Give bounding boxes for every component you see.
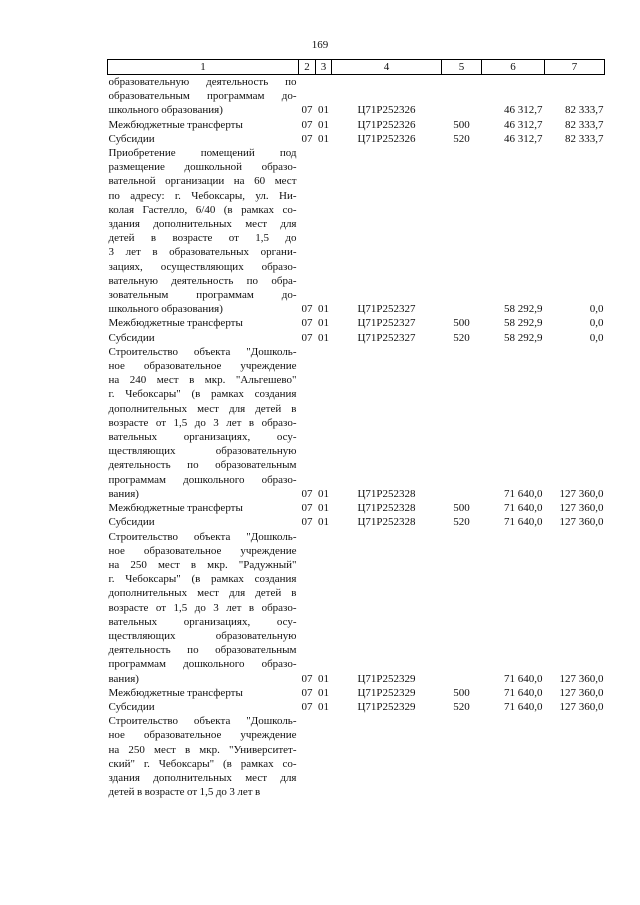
row-name-line: программам дошкольного образо- [108,473,297,486]
row-name-line: Субсидии [108,700,155,713]
row-name-line: школьного образования) [108,104,223,117]
row-name-line: Межбюджетные трансферты [108,317,243,330]
section-code: 07 [301,487,313,500]
target-article-code: Ц71P252329 [357,672,416,685]
row-name-line: возрасте от 1,5 до 3 лет в образо- [108,416,297,429]
amount-year-2: 127 360,0 [559,700,604,713]
table-body [108,75,605,800]
header-col-3: 3 [316,60,332,75]
subsection-code [316,714,332,799]
row-name-line: вательную деятельность по обра- [108,274,297,287]
row-name-line: по адресу: г. Чебоксары, ул. Ни- [108,189,297,202]
table-row [108,714,605,799]
table-row [108,75,605,118]
amount-year-1 [482,714,545,799]
amount-year-1: 46 312,7 [504,118,543,131]
subsection-code: 01 [318,516,329,529]
target-article-code: Ц71P252329 [357,700,416,713]
row-name-line: 3 лет в образовательных органи- [108,246,297,259]
expense-type-code: 500 [453,118,470,131]
subsection-code: 01 [318,502,329,515]
section-code: 07 [301,331,313,344]
expense-type-code: 520 [453,132,470,145]
amount-year-2: 0,0 [589,331,604,344]
amount-year-1: 58 292,9 [504,303,543,316]
target-article-code: Ц71P252328 [357,502,416,515]
amount-year-1: 71 640,0 [504,502,543,515]
row-name-line: детей в возрасте от 1,5 до 3 лет в [108,786,261,799]
amount-year-2: 0,0 [589,303,604,316]
target-article-code: Ц71P252326 [357,104,416,117]
target-article-code: Ц71P252326 [357,132,416,145]
page-number: 169 [311,39,329,51]
row-name [108,75,299,118]
row-name-line: на 250 мест в мкр. "Радужный" [108,558,297,571]
target-article-code: Ц71P252326 [357,118,416,131]
row-name-line: возрасте от 1,5 до 3 лет в образо- [108,601,297,614]
section-code: 07 [301,104,313,117]
row-name-line: Межбюджетные трансферты [108,686,243,699]
subsection-code: 01 [318,686,329,699]
amount-year-1: 58 292,9 [504,317,543,330]
table-row [108,515,605,529]
row-name-line: вания) [108,487,139,500]
section-code: 07 [301,132,313,145]
target-article-code: Ц71P252327 [357,303,416,316]
section-code: 07 [301,303,313,316]
subsection-code: 01 [318,700,329,713]
table-row [108,146,605,316]
subsection-code: 01 [318,331,329,344]
header-row [108,60,605,75]
table-row [108,118,605,132]
row-name-line: зациях, осуществляющих образо- [108,260,297,273]
table-row [108,132,605,146]
subsection-code: 01 [318,303,329,316]
subsection-code: 01 [318,104,329,117]
table-row [108,530,605,686]
row-name [108,316,299,330]
target-article-code: Ц71P252328 [357,487,416,500]
amount-year-2: 127 360,0 [559,516,604,529]
row-name [108,714,299,799]
amount-year-1: 71 640,0 [504,487,543,500]
expense-type-code: 520 [453,516,470,529]
row-name-line: колая Гастелло, 6/40 (в рамках со- [108,203,297,216]
row-name-line: здания дополнительных мест для [108,771,297,784]
section-code: 07 [301,502,313,515]
amount-year-1: 71 640,0 [504,686,543,699]
row-name-line: образовательную деятельность по [108,76,297,88]
row-name [108,118,299,132]
row-name [108,146,299,316]
row-name-line: деятельность по образовательным [108,644,297,657]
row-name-line: дополнительных мест для детей в [108,587,297,600]
amount-year-1: 71 640,0 [504,700,543,713]
row-name-line: ное образовательное учреждение [108,544,297,557]
amount-year-2: 127 360,0 [559,487,604,500]
target-article-code: Ц71P252327 [357,331,416,344]
budget-table [107,59,605,799]
row-name-line: деятельность по образовательным [108,459,297,472]
row-name-line: ществляющих образовательную [108,629,297,642]
section-code: 07 [301,686,313,699]
section-code: 07 [301,317,313,330]
row-name-line: вательных организациях, осу- [108,431,297,444]
row-name [108,132,299,146]
amount-year-2: 82 333,7 [565,132,604,145]
target-article-code: Ц71P252327 [357,317,416,330]
row-name-line: детей в возрасте от 1,5 до [108,232,297,245]
row-name-line: Субсидии [108,132,155,145]
row-name [108,515,299,529]
row-name-line: Субсидии [108,331,155,344]
row-name-line: Строительство объекта "Дошколь- [108,530,297,543]
row-name-line: Межбюджетные трансферты [108,118,243,131]
header-col-4: 4 [332,60,442,75]
row-name-line: школьного образования) [108,303,223,316]
target-article-code: Ц71P252328 [357,516,416,529]
row-name-line: Строительство объекта "Дошколь- [108,715,297,728]
row-name-line: образовательным программам до- [108,90,297,103]
expense-type-code [442,75,482,118]
section-code: 07 [301,672,313,685]
subsection-code: 01 [318,317,329,330]
row-name-line: на 240 мест в мкр. "Альгешево" [108,374,297,387]
row-name-line: Приобретение помещений под [108,147,297,160]
table-row [108,501,605,515]
subsection-code: 01 [318,487,329,500]
row-name [108,345,299,501]
subsection-code: 01 [318,132,329,145]
table-row [108,331,605,345]
row-name-line: г. Чебоксары" (в рамках создания [108,388,297,401]
row-name-line: зовательным программам до- [108,289,297,302]
table-row [108,686,605,700]
header-col-5: 5 [442,60,482,75]
row-name-line: Межбюджетные трансферты [108,502,243,515]
expense-type-code [442,714,482,799]
row-name-line: ществляющих образовательную [108,445,297,458]
row-name-line: на 250 мест в мкр. "Университет- [108,743,297,756]
row-name-line: ский" г. Чебоксары" (в рамках со- [108,757,297,770]
amount-year-2: 127 360,0 [559,502,604,515]
expense-type-code [442,345,482,501]
section-code: 07 [301,516,313,529]
expense-type-code: 520 [453,331,470,344]
row-name [108,686,299,700]
amount-year-2 [545,714,605,799]
section-code [299,714,316,799]
row-name-line: дополнительных мест для детей в [108,402,297,415]
row-name [108,331,299,345]
amount-year-2: 127 360,0 [559,686,604,699]
amount-year-1: 71 640,0 [504,516,543,529]
table-row [108,700,605,714]
amount-year-2: 82 333,7 [565,104,604,117]
expense-type-code: 500 [453,686,470,699]
row-name-line: ное образовательное учреждение [108,729,297,742]
subsection-code: 01 [318,672,329,685]
header-col-7: 7 [545,60,605,75]
row-name-line: вания) [108,672,139,685]
amount-year-2: 127 360,0 [559,672,604,685]
header-col-2: 2 [299,60,316,75]
row-name-line: вательных организациях, осу- [108,615,297,628]
row-name-line: вательной организации на 60 мест [108,175,297,188]
amount-year-1: 58 292,9 [504,331,543,344]
amount-year-2: 0,0 [589,317,604,330]
expense-type-code: 520 [453,700,470,713]
section-code: 07 [301,700,313,713]
row-name-line: Субсидии [108,516,155,529]
expense-type-code: 500 [453,317,470,330]
amount-year-1: 71 640,0 [504,672,543,685]
expense-type-code: 500 [453,502,470,515]
row-name-line: размещение дошкольной образо- [108,161,297,174]
expense-type-code [442,146,482,316]
row-name-line: ное образовательное учреждение [108,360,297,373]
row-name-line: г. Чебоксары" (в рамках создания [108,573,297,586]
amount-year-2: 82 333,7 [565,118,604,131]
target-article-code: Ц71P252329 [357,686,416,699]
table-row [108,345,605,501]
row-name-line: Строительство объекта "Дошколь- [108,345,297,358]
row-name [108,700,299,714]
section-code: 07 [301,118,313,131]
table-row [108,316,605,330]
expense-type-code [442,530,482,686]
target-article-code [332,714,442,799]
row-name-line: здания дополнительных мест для [108,218,297,231]
row-name-line: программам дошкольного образо- [108,658,297,671]
row-name [108,530,299,686]
row-name [108,501,299,515]
header-col-1: 1 [108,60,299,75]
subsection-code: 01 [318,118,329,131]
amount-year-1: 46 312,7 [504,104,543,117]
amount-year-1: 46 312,7 [504,132,543,145]
header-col-6: 6 [482,60,545,75]
